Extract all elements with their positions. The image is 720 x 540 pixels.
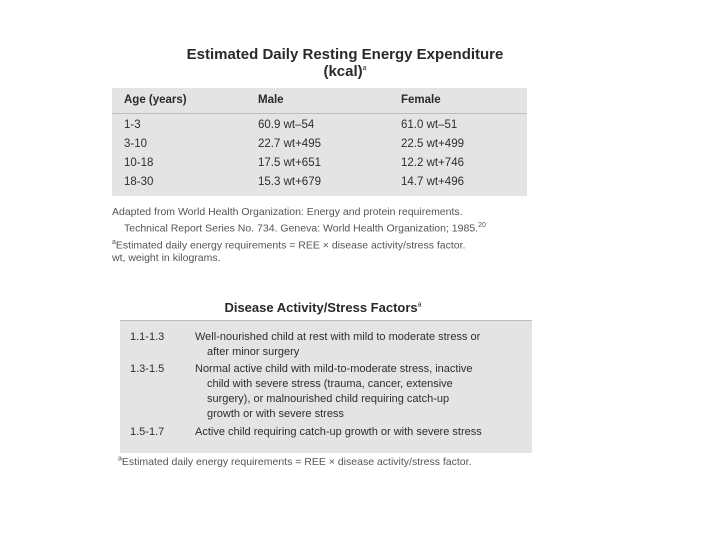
stress-footnote [118,456,471,468]
footnote-mark: a [118,455,122,463]
footnote-mark: a [112,238,116,246]
cell-male: 15.3 wt+679 [258,176,321,188]
desc-line: growth or with severe stress [207,408,344,420]
stress-table [120,320,532,453]
stress-title-text: Disease Activity/Stress Factors [224,300,418,315]
ree-footnote: Estimated daily energy requirements = REE × disease activity/stress factor. [115,239,466,251]
ree-title-line2: (kcal) [323,63,363,80]
cell-female: 22.5 wt+499 [401,138,464,150]
table-row [112,119,527,138]
ree-table-notes [112,206,542,265]
cell-female: 14.7 wt+496 [401,176,464,188]
cell-female: 12.2 wt+746 [401,157,464,169]
cell-age: 18-30 [124,176,154,188]
desc-line: after minor surgery [207,346,300,358]
desc-line: Normal active child with mild-to-moderate stress, inactive [195,363,473,375]
header-age: Age (years) [124,94,187,106]
cell-age: 1-3 [124,119,141,131]
desc-line: surgery), or malnourished child requiring catch-up [207,393,450,405]
factor-range: 1.3-1.5 [130,363,165,375]
stress-table-title [118,300,528,315]
source-note-line2: Technical Report Series No. 734. Geneva: World Health Organization; 1985. [124,222,479,235]
factor-description [195,425,530,440]
table-row [112,138,527,157]
ree-table-title [110,46,580,80]
factor-description [195,362,530,422]
ree-title-mark: a [362,65,367,72]
desc-line: Active child requiring catch-up growth or with severe stress [195,426,482,438]
ree-title-line1: Estimated Daily Resting Energy Expenditure [186,46,504,63]
ree-table [112,88,527,196]
header-male: Male [258,94,284,106]
cell-male: 17.5 wt+651 [258,157,321,169]
table-row [112,176,527,195]
factor-range: 1.5-1.7 [130,426,165,438]
cell-female: 61.0 wt–51 [401,119,458,131]
stress-footnote-text: Estimated daily energy requirements = REE × disease activity/stress factor. [121,456,472,468]
header-female: Female [401,94,441,106]
cell-male: 22.7 wt+495 [258,138,321,150]
cell-age: 3-10 [124,138,148,150]
cell-age: 10-18 [124,157,154,169]
source-note-line1: Adapted from World Health Organization: Energy and protein requirements. [112,206,463,218]
desc-line: Well-nourished child at rest with mild to moderate stress or [195,331,481,343]
factor-description [195,330,530,360]
source-ref: 20 [478,222,486,229]
ree-table-header [112,88,527,114]
cell-male: 60.9 wt–54 [258,119,315,131]
factor-range: 1.1-1.3 [130,331,165,343]
stress-title-mark: a [417,301,422,309]
desc-line: child with severe stress (trauma, cancer, extensive [207,378,453,390]
table-row [112,157,527,176]
abbrev-note: wt, weight in kilograms. [112,252,221,264]
